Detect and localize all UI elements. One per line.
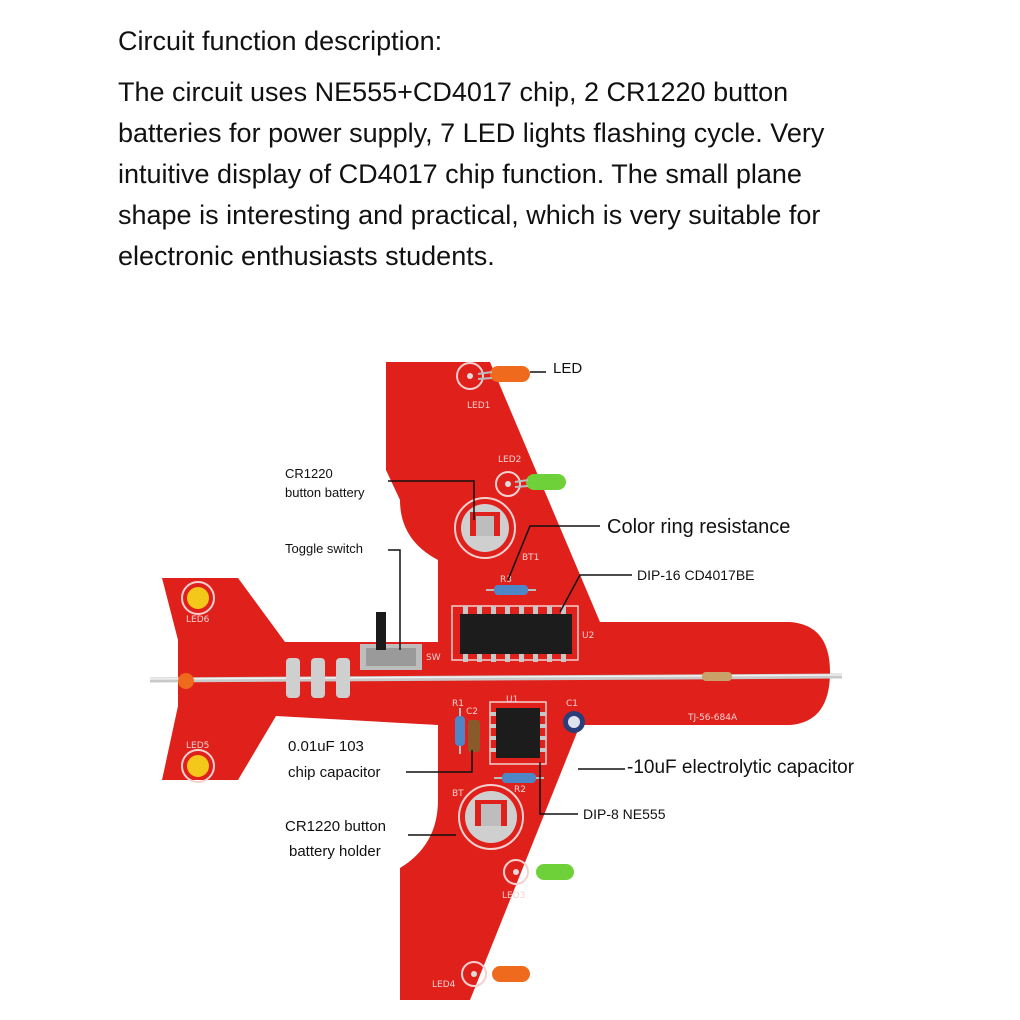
silk-r2: R2 <box>514 785 526 795</box>
silk-r1: R1 <box>452 699 464 709</box>
silk-r3: R3 <box>500 575 512 585</box>
callout-chip-cap-line1: 0.01uF 103 <box>288 738 364 755</box>
silk-sw: SW <box>426 653 441 663</box>
resistor-fuselage <box>702 672 732 681</box>
callout-battery-line1: CR1220 <box>285 466 333 481</box>
silk-led2: LED2 <box>498 455 522 465</box>
silk-led1: LED1 <box>467 401 491 411</box>
silk-bt1: BT1 <box>522 553 540 563</box>
callout-holder-line2: battery holder <box>289 843 381 860</box>
callout-led: LED <box>553 360 583 377</box>
silk-u1: U1 <box>506 695 519 705</box>
description-line: shape is interesting and practical, which is very suitable for <box>118 200 821 230</box>
silk-bt: BT <box>452 789 464 799</box>
callout-chip-cap-line2: chip capacitor <box>288 764 381 781</box>
description-line: intuitive display of CD4017 chip function. The small plane <box>118 159 802 189</box>
electrolytic-capacitor <box>563 711 585 733</box>
heading: Circuit function description: <box>118 26 443 56</box>
cd4017-chip <box>452 606 578 662</box>
callout-battery-line2: button battery <box>285 485 365 500</box>
silk-led4: LED4 <box>432 980 456 990</box>
ne555-chip <box>490 702 546 764</box>
silk-u2: U2 <box>582 631 595 641</box>
toggle-switch <box>360 612 422 670</box>
description-line: The circuit uses NE555+CD4017 chip, 2 CR1220 button <box>118 77 789 107</box>
callout-electrolytic: -10uF electrolytic capacitor <box>627 757 855 778</box>
silk-c1: C1 <box>566 699 579 709</box>
battery-clips <box>286 658 350 698</box>
led7 <box>178 673 194 689</box>
silk-led5: LED5 <box>186 741 210 751</box>
callout-toggle: Toggle switch <box>285 541 364 556</box>
silk-c2: C2 <box>466 707 479 717</box>
description-line: electronic enthusiasts students. <box>118 241 495 271</box>
battery-holder-top <box>455 498 515 558</box>
silk-led3: LED3 <box>502 891 526 901</box>
silk-board-code: TJ-56-684A <box>688 713 738 723</box>
description-line: batteries for power supply, 7 LED lights flashing cycle. Very <box>118 118 825 148</box>
callout-resistor: Color ring resistance <box>607 516 791 538</box>
chip-capacitor <box>468 720 480 752</box>
callout-holder-line1: CR1220 button <box>285 818 386 835</box>
callout-ne555: DIP-8 NE555 <box>583 806 666 822</box>
callout-cd4017: DIP-16 CD4017BE <box>637 567 755 583</box>
silk-led6: LED6 <box>186 615 210 625</box>
